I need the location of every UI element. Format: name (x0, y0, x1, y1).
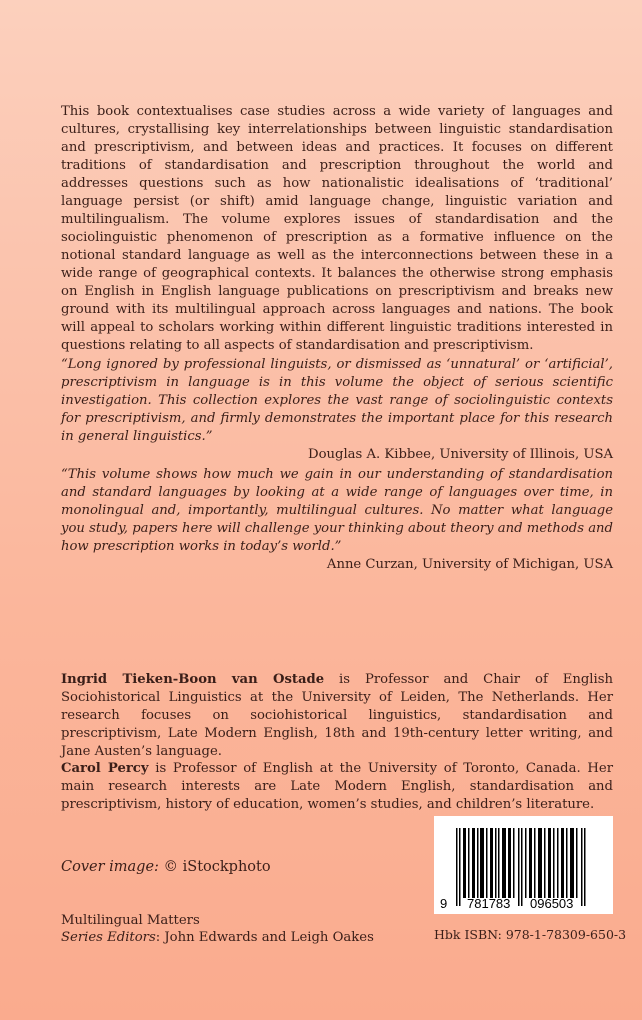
series-editors-label: Series Editors (61, 930, 156, 945)
isbn-text: Hbk ISBN: 978-1-78309-650-3 (434, 927, 627, 942)
book-blurb: This book contextualises case studies across a wide variety of languages and cultures, crystallising key interrelationships between linguistic standardisation and prescriptivism, and between ideas and practices. It focuses on different traditions of standardisation and prescription throughout the world and addresses questions such as how nationalistic idealisations of ‘traditional’ language persist (or shift) amid language change, linguistic variation and multilingualism. The volume explores issues of standardisation and the sociolinguistic phenomenon of prescription as a formative influence on the notional standard language as well as the interconnections between these in a wide range of geographical contexts. It balances the otherwise strong emphasis on English in English language publications on prescriptivism and breaks new ground with its multilingual approach across languages and nations. The book will appeal to scholars working within different linguistic traditions interested in questions relating to all aspects of standardisation and prescriptivism. (61, 104, 613, 353)
publisher-name: Multilingual Matters (61, 913, 200, 928)
series-editors-names: : John Edwards and Leigh Oakes (155, 930, 374, 945)
editor-bio-1 (61, 671, 613, 761)
editor-bio-2 (61, 760, 613, 814)
barcode-icon (434, 816, 613, 914)
series-editors (61, 929, 374, 946)
editor-bio-text: is Professor and Chair of English Sociohistorical Linguistics at the University of Leiden, The Netherlands. Her research focuses on sociohistorical linguistics, standardisation and prescriptivism, Late Modern English, 18th and 19th-century letter writing, and Jane Austen’s language. (61, 672, 613, 759)
svg-text:781783: 781783 (467, 896, 511, 911)
cover-credit-value: © iStockphoto (158, 859, 271, 875)
isbn-barcode (434, 816, 613, 914)
endorsement-attribution: Anne Curzan, University of Michigan, USA (326, 557, 613, 572)
endorsement-quote: “Long ignored by professional linguists, or dismissed as ‘unnatural’ or ‘artificial’, prescriptivism in language is in this volume the object of serious scientific investigation. This collection explores the vast range of sociolinguistic contexts for prescriptivism, and firmly demonstrates the important place for this research in general linguistics.” (61, 357, 613, 444)
endorsement-attribution: Douglas A. Kibbee, University of Illinois, USA (308, 447, 613, 462)
publisher-info (61, 912, 374, 946)
endorsement-1 (61, 356, 613, 464)
svg-text:096503: 096503 (530, 896, 574, 911)
endorsement-2 (61, 466, 613, 574)
endorsement-quote: “This volume shows how much we gain in our understanding of standardisation and standard languages by looking at a wide range of languages over time, in monolingual and, importantly, multilingual cultures. No matter what language you study, papers here will challenge your thinking about theory and methods and how prescription works in today’s world.” (61, 467, 613, 554)
editor-name: Ingrid Tieken-Boon van Ostade (61, 672, 325, 687)
cover-credit-label: Cover image: (61, 859, 159, 875)
svg-text:9: 9 (440, 896, 448, 911)
editor-name: Carol Percy (61, 761, 149, 776)
cover-credit (61, 859, 271, 875)
editor-bio-text: is Professor of English at the University of Toronto, Canada. Her main research interests are Late Modern English, standardisation and prescriptivism, history of education, women’s studies, and children’s literature. (61, 761, 614, 812)
